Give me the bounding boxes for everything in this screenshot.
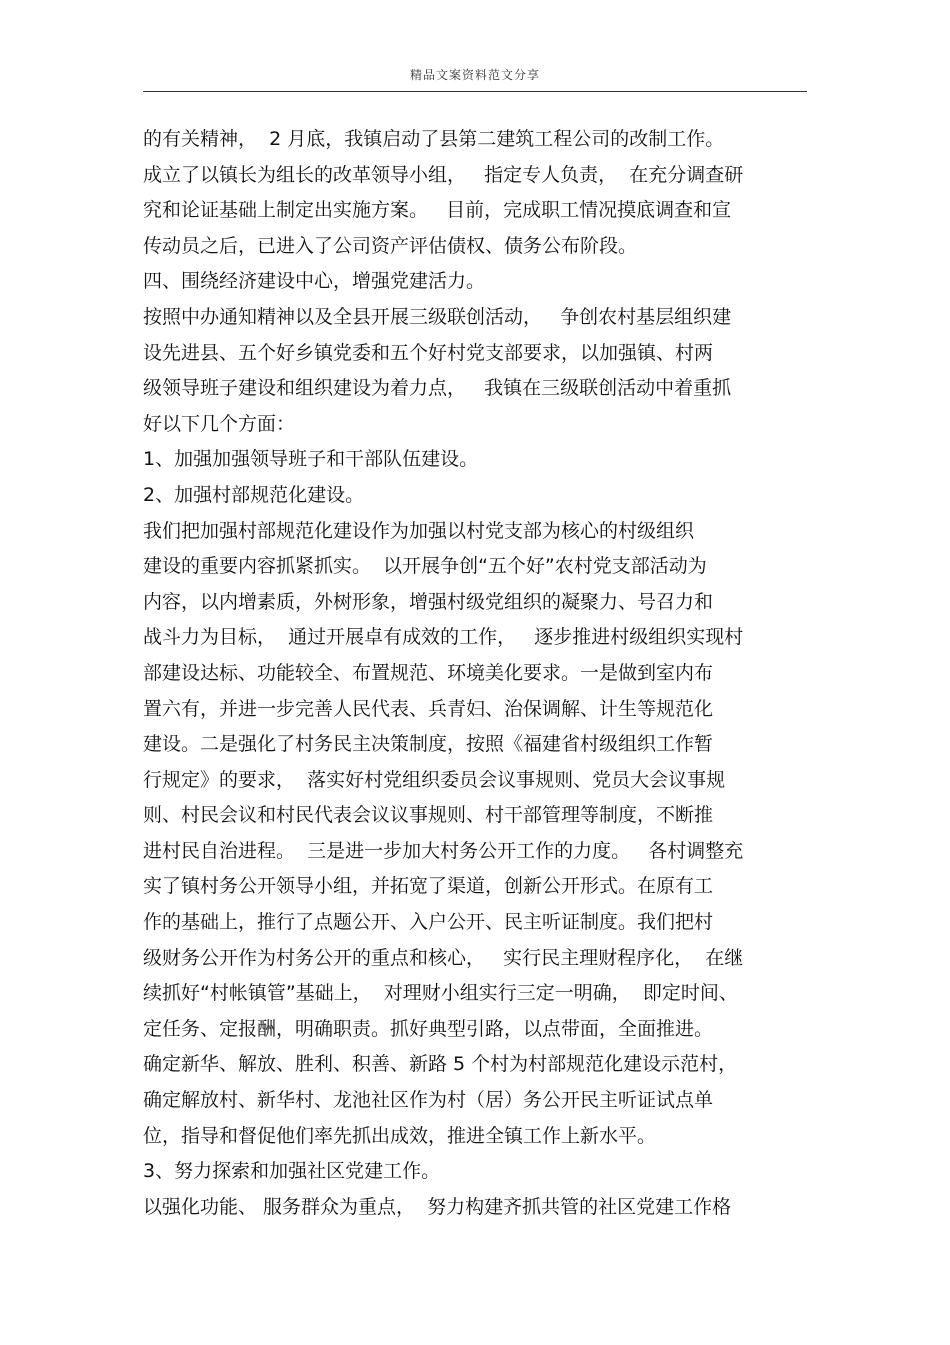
- page-header: 精品文案资料范文分享: [409, 68, 540, 82]
- text-line: 成立了以镇长为组长的改革领导小组， 指定专人负责， 在充分调查研: [143, 163, 744, 186]
- text-line: 位，指导和督促他们率先抓出成效，推进全镇工作上新水平。: [143, 1124, 657, 1147]
- text-line: 则、村民会议和村民代表会议议事规则、村干部管理等制度，不断推: [143, 804, 714, 827]
- text-line: 究和论证基础上制定出实施方案。 目前，完成职工情况摸底调查和宣: [143, 199, 732, 222]
- section-heading: 四、围绕经济建设中心，增强党建活力。: [143, 270, 486, 293]
- text-line: 部建设达标、功能较全、布置规范、环境美化要求。一是做到室内布: [143, 661, 714, 684]
- text-line: 置六有，并进一步完善人民代表、兵青妇、治保调解、计生等规范化: [143, 697, 714, 720]
- list-item: 2、加强村部规范化建设。: [143, 483, 365, 506]
- text-line: 建设的重要内容抓紧抓实。 以开展争创“五个好”农村党支部活动为: [143, 555, 707, 578]
- text-line: 行规定》的要求， 落实好村党组织委员会议事规则、党员大会议事规: [143, 768, 726, 791]
- list-item: 3、努力探索和加强社区党建工作。: [143, 1160, 441, 1183]
- text-line: 设先进县、五个好乡镇党委和五个好村党支部要求，以加强镇、村两: [143, 341, 714, 364]
- text-line: 续抓好“村帐镇管”基础上， 对理财小组实行三定一明确， 即定时间、: [143, 982, 738, 1005]
- text-line: 确定新华、解放、胜利、积善、新路 5 个村为村部规范化建设示范村，: [143, 1053, 738, 1076]
- text-line: 传动员之后，已进入了公司资产评估债权、债务公布阶段。: [143, 234, 638, 257]
- text-line: 好以下几个方面：: [143, 412, 296, 435]
- list-item: 1、加强加强领导班子和干部队伍建设。: [143, 448, 479, 471]
- text-line: 进村民自治进程。 三是进一步加大村务公开工作的力度。 各村调整充: [143, 839, 744, 862]
- text-line: 战斗力为目标， 通过开展卓有成效的工作， 逐步推进村级组织实现村: [143, 626, 744, 649]
- text-line: 确定解放村、新华村、龙池社区作为村（居）务公开民主听证试点单: [143, 1089, 714, 1112]
- text-line: 作的基础上，推行了点题公开、入户公开、民主听证制度。我们把村: [143, 911, 714, 934]
- text-line: 建设。二是强化了村务民主决策制度，按照《福建省村级组织工作暂: [143, 733, 714, 756]
- body-text: [143, 122, 823, 1225]
- text-line: 定任务、定报酬，明确职责。抓好典型引路，以点带面，全面推进。: [143, 1017, 714, 1040]
- text-line: 我们把加强村部规范化建设作为加强以村党支部为核心的村级组织: [143, 519, 695, 542]
- text-line: 级财务公开作为村务公开的重点和核心， 实行民主理财程序化， 在继: [143, 946, 744, 969]
- text-line: 按照中办通知精神以及全县开展三级联创活动， 争创农村基层组织建: [143, 305, 732, 328]
- text-line: 实了镇村务公开领导小组，并拓宽了渠道，创新公开形式。在原有工: [143, 875, 714, 898]
- text-line: 的有关精神， 2 月底，我镇启动了县第二建筑工程公司的改制工作。: [143, 128, 725, 150]
- text-line: 级领导班子建设和组织建设为着力点， 我镇在三级联创活动中着重抓: [143, 377, 732, 400]
- text-line: 以强化功能、 服务群众为重点， 努力构建齐抓共管的社区党建工作格: [143, 1195, 732, 1218]
- header-divider: [143, 91, 807, 92]
- text-line: 内容，以内增素质，外树形象，增强村级党组织的凝聚力、号召力和: [143, 590, 714, 613]
